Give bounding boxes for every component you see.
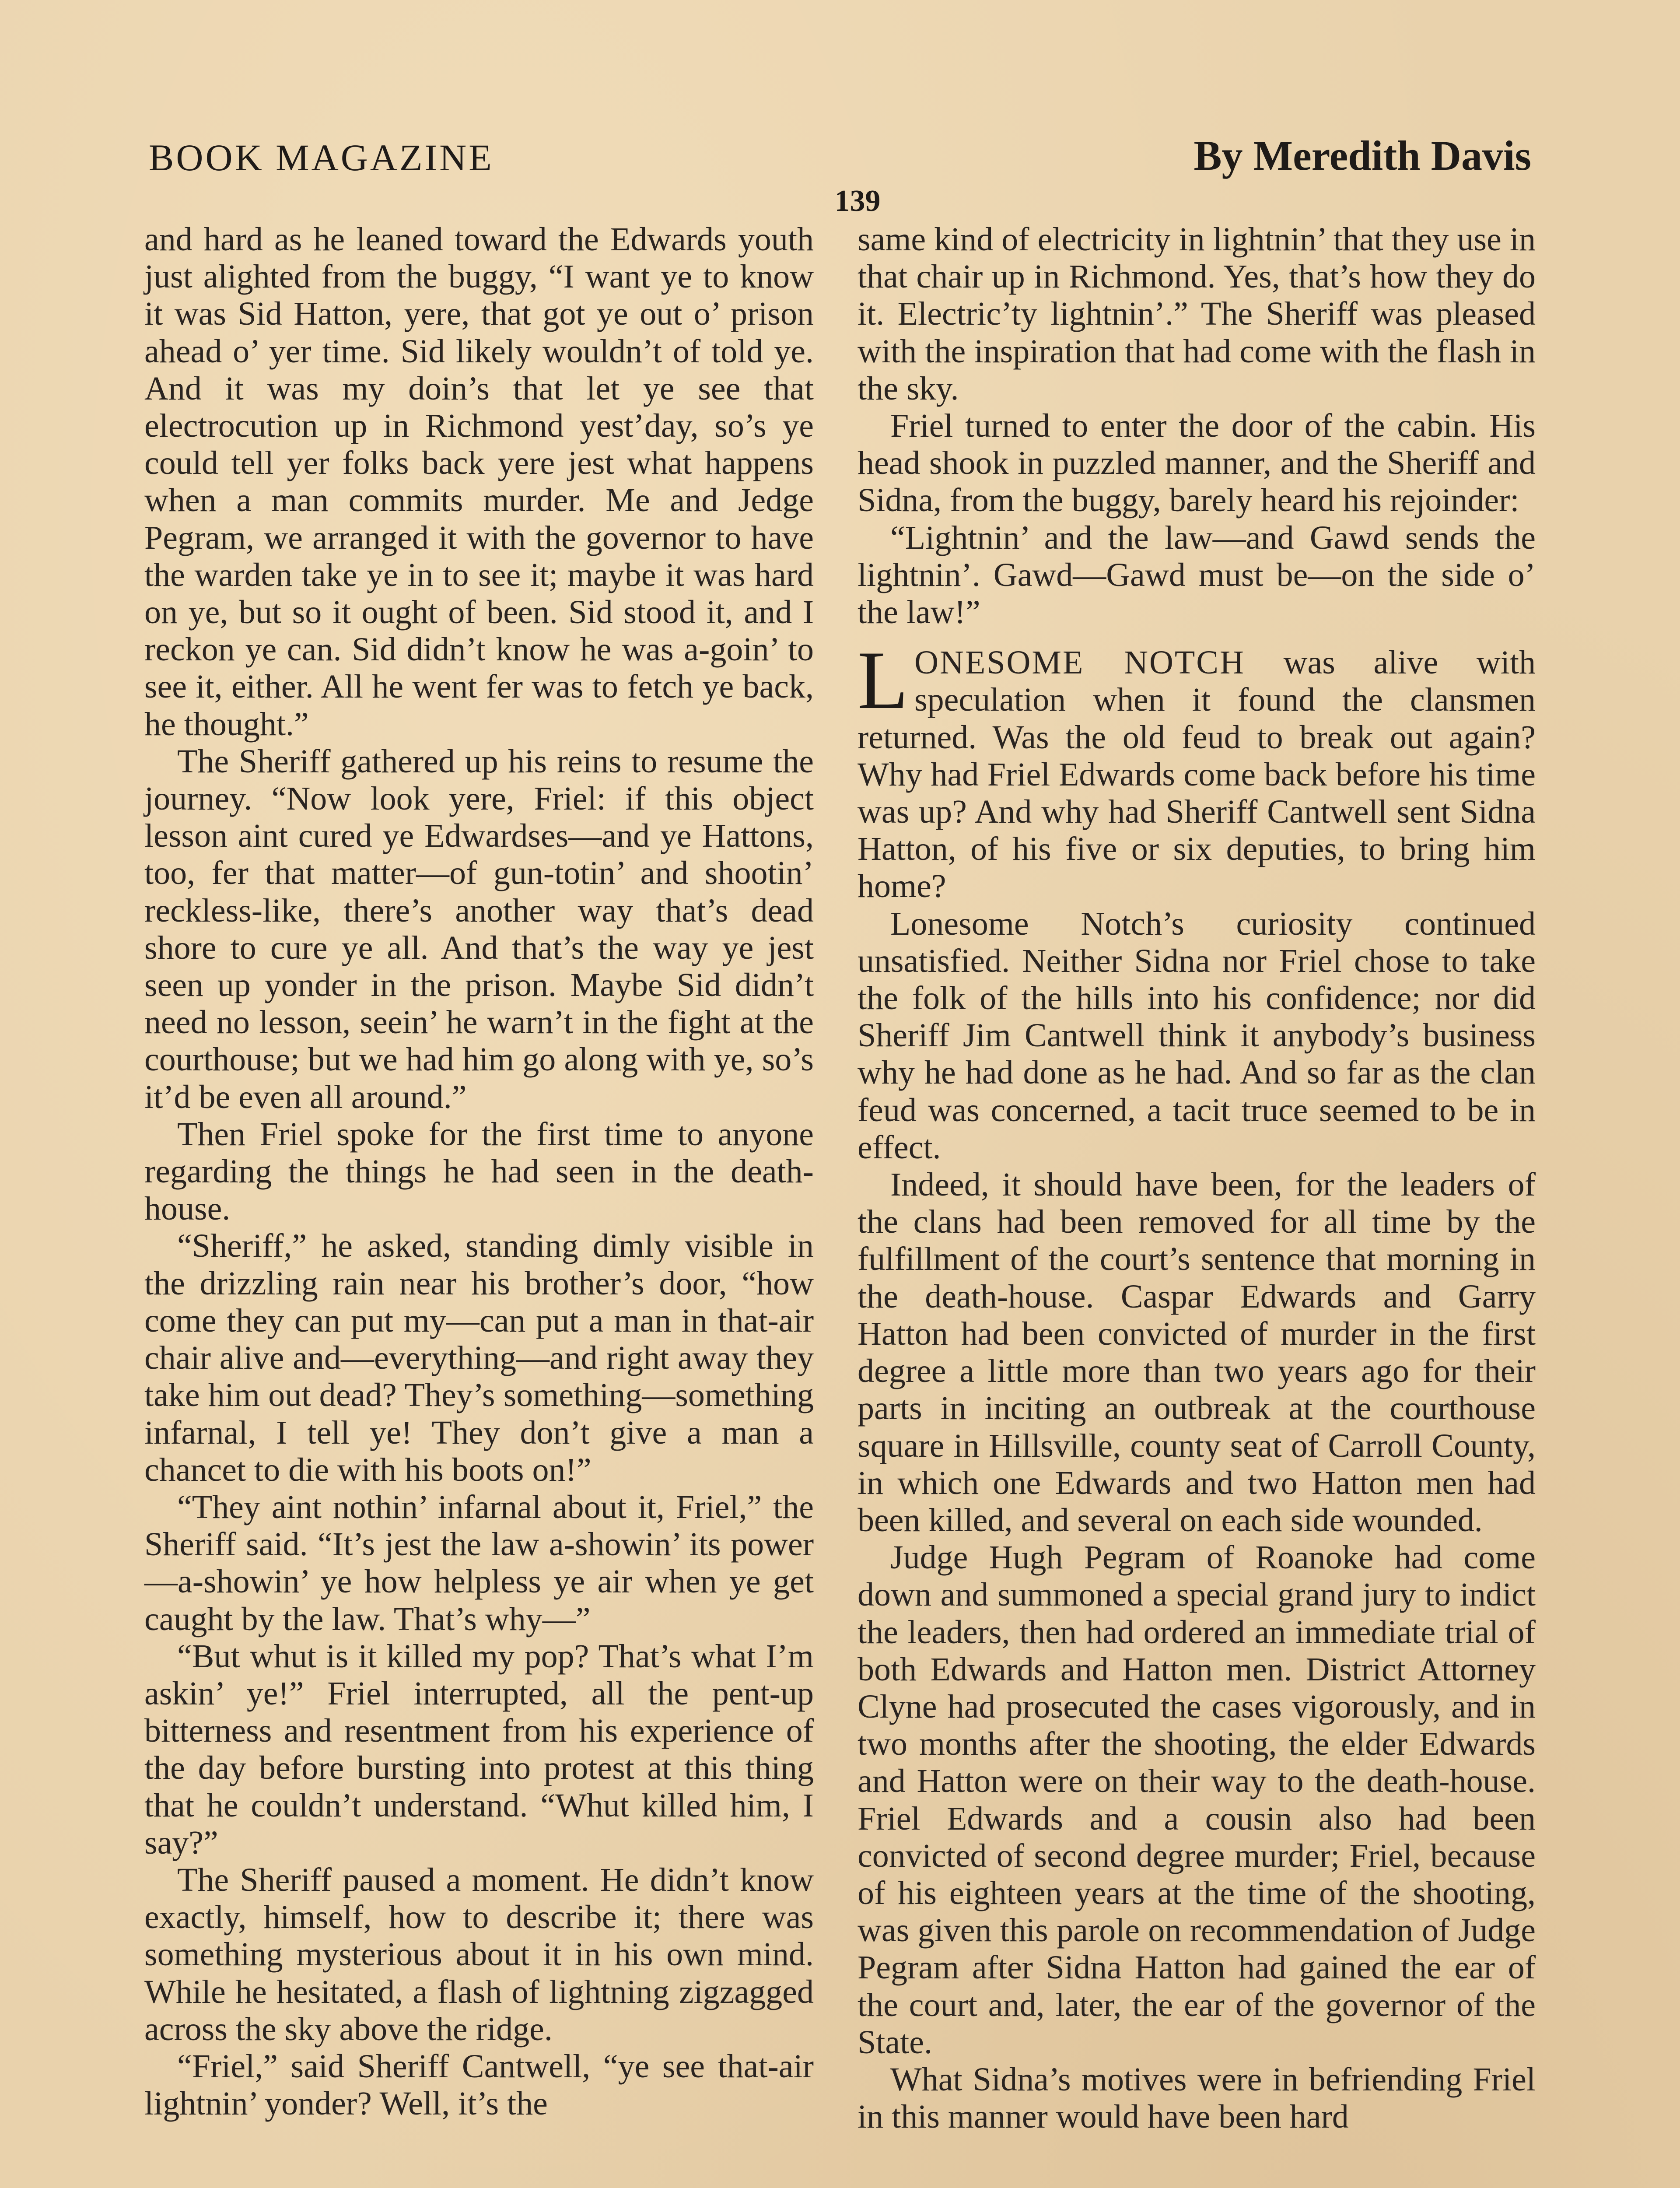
paragraph: “But whut is it killed my pop? That’s what I’m askin’ ye!” Friel interrupted, all the pent-up bitterness and resentment from his experience of the day before bursting into protest at this thing that he couldn’t understand. “Whut killed him, I say?”: [144, 1637, 814, 1861]
paragraph: Lonesome Notch’s curiosity continued unsatisfied. Neither Sidna nor Friel chose to take the folk of the hills into his confidence; nor did Sheriff Jim Cantwell think it anybody’s business why he had done as he had. And so far as the clan feud was concerned, a tacit truce seemed to be in effect.: [858, 905, 1536, 1166]
paragraph: What Sidna’s motives were in befriending Friel in this manner would have been hard: [858, 2061, 1536, 2135]
paragraph: “Lightnin’ and the law—and Gawd sends the lightnin’. Gawd—Gawd must be—on the side o’ the law!”: [858, 519, 1536, 631]
paragraph: Then Friel spoke for the first time to anyone regarding the things he had seen in the death-house.: [144, 1115, 814, 1227]
paragraph: “They aint nothin’ infarnal about it, Friel,” the Sheriff said. “It’s jest the law a-showin’ its power—a-showin’ ye how helpless ye air when ye get caught by the law. That’s why—”: [144, 1488, 814, 1637]
left-column: [144, 221, 814, 2122]
paragraph: “Sheriff,” he asked, standing dimly visible in the drizzling rain near his brother’s door, “how come they can put my—can put a man in that-air chair alive and—everything—and right away they take him out dead? They’s something—something infarnal, I tell ye! They don’t give a man a chancet to die with his boots on!”: [144, 1227, 814, 1488]
paragraph: Judge Hugh Pegram of Roanoke had come down and summoned a special grand jury to indict the leaders, then had ordered an immediate trial of both Edwards and Hatton men. District Attorney Clyne had prosecuted the cases vigorously, and in two months after the shooting, the elder Edwards and Hatton were on their way to the death-house. Friel Edwards and a cousin also had been convicted of second degree murder; Friel, because of his eighteen years at the time of the shooting, was given this parole on recommendation of Judge Pegram after Sidna Hatton had gained the ear of the court and, later, the ear of the governor of the State.: [858, 1539, 1536, 2061]
drop-cap: L: [858, 635, 909, 727]
publication-title: BOOK MAGAZINE: [149, 137, 494, 179]
paragraph: The Sheriff paused a moment. He didn’t know exactly, himself, how to describe it; there was something mysterious about it in his own mind. While he hesitated, a flash of lightning zigzagged across the sky above the ridge.: [144, 1861, 814, 2048]
paragraph: Indeed, it should have been, for the leaders of the clans had been removed for all time by the fulfillment of the court’s sentence that morning in the death-house. Caspar Edwards and Garry Hatton had been convicted of murder in the first degree a little more than two years ago for their parts in inciting an outbreak at the courthouse square in Hillsville, county seat of Carroll County, in which one Edwards and two Hatton men had been killed, and several on each side wounded.: [858, 1166, 1536, 1539]
paragraph: same kind of electricity in lightnin’ that they use in that chair up in Richmond. Yes, that’s how they do it. Electric’ty lightnin’.” The Sheriff was pleased with the inspiration that had come with the flash in the sky.: [858, 221, 1536, 407]
paragraph: Friel turned to enter the door of the cabin. His head shook in puzzled manner, and the Sheriff and Sidna, from the buggy, barely heard his rejoinder:: [858, 407, 1536, 519]
paragraph: The Sheriff gathered up his reins to resume the journey. “Now look yere, Friel: if this object lesson aint cured ye Edwardses—and ye Hattons, too, fer that matter—of gun-totin’ and shootin’ reckless-like, there’s another way that’s dead shore to cure ye all. And that’s the way ye jest seen up yonder in the prison. Maybe Sid didn’t need no lesson, seein’ he warn’t in the fight at the courthouse; but we had him go along with ye, so’s it’d be even all around.”: [144, 743, 814, 1115]
author-byline: By Meredith Davis: [1194, 132, 1531, 179]
paragraph: and hard as he leaned toward the Edwards youth just alighted from the buggy, “I want ye to know it was Sid Hatton, yere, that got ye out o’ prison ahead o’ yer time. Sid likely wouldn’t of told ye. And it was my doin’s that let ye see that electrocution up in Richmond yest’day, so’s ye could tell yer folks back yere jest what happens when a man commits murder. Me and Jedge Pegram, we arranged it with the governor to have the warden take ye in to see it; maybe it was hard on ye, but so it ought of been. Sid stood it, and I reckon ye can. Sid didn’t know he was a-goin’ to see it, either. All he went fer was to fetch ye back, he thought.”: [144, 221, 814, 743]
page-header: [149, 127, 1531, 184]
small-caps-lead: ONESOME NOTCH: [914, 644, 1245, 681]
section-opening-text: was alive with speculation when it found the clansmen returned. Was the old feud to break out again? Why had Friel Edwards come back before his time was up? And why had Sheriff Cantwell sent Sidna Hatton, of his five or six deputies, to bring him home?: [858, 644, 1536, 905]
page-number: 139: [834, 184, 881, 218]
paragraph: “Friel,” said Sheriff Cantwell, “ye see that-air lightnin’ yonder? Well, it’s the: [144, 2048, 814, 2122]
right-column: [858, 221, 1536, 2135]
section-opening-paragraph: [858, 635, 1536, 905]
